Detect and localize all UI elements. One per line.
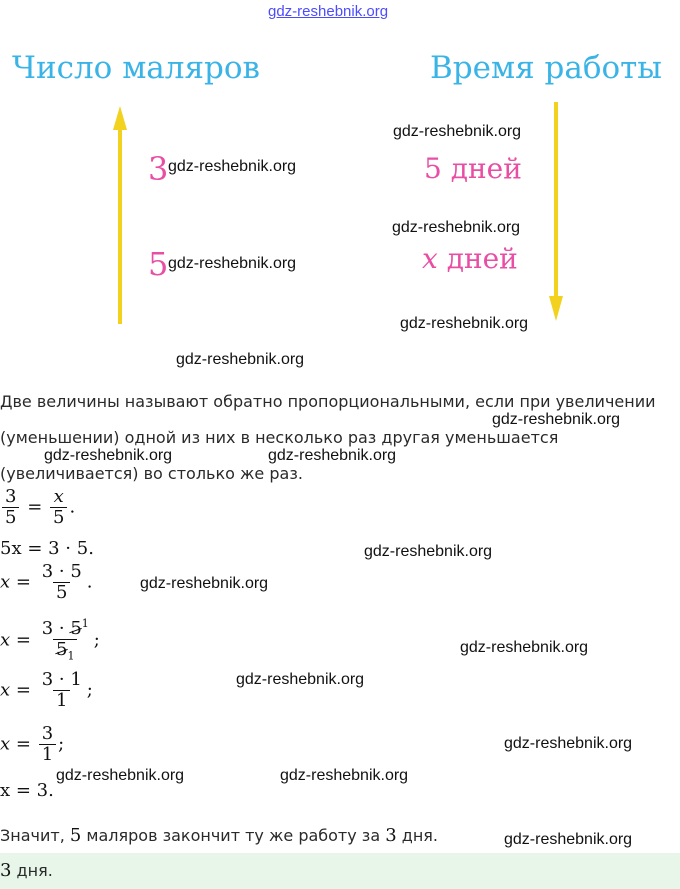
watermark-text: gdz-reshebnik.org — [504, 735, 633, 752]
watermark-text: gdz-reshebnik.org — [393, 123, 522, 140]
watermark-text: gdz-reshebnik.org — [400, 315, 529, 332]
answer-box — [0, 853, 680, 889]
equation-cross-multiply: 5x = 3 · 5. — [0, 538, 94, 559]
fraction: $\frac{3 \cdot 5^1}{5_1}$ — [39, 614, 92, 667]
definition-line-2: (уменьшении) одной из них в несколько раз другая уменьшается — [0, 428, 559, 447]
definition-line-1: Две величины называют обратно пропорциональными, если при увеличении — [0, 392, 656, 411]
fraction: $\frac{3 \cdot 1}{1}$ — [41, 669, 82, 711]
watermark-text: gdz-reshebnik.org — [168, 158, 297, 175]
watermark-text: gdz-reshebnik.org — [504, 831, 633, 848]
watermark-text: gdz-reshebnik.org — [392, 219, 521, 236]
watermark-text: gdz-reshebnik.org — [236, 671, 365, 688]
right-column-header: Время работы — [430, 50, 662, 86]
time-5-days: 5 дней — [424, 152, 522, 185]
watermark-text: gdz-reshebnik.org — [176, 351, 305, 368]
left-column-header: Число маляров — [12, 50, 260, 86]
painters-count-5: 5 — [148, 245, 169, 283]
up-arrow — [110, 102, 130, 327]
equation-proportion: $\frac{3}{5}$ = $\frac{x}{5}$ . — [0, 487, 75, 528]
watermark-text: gdz-reshebnik.org — [492, 411, 621, 428]
watermark-text: gdz-reshebnik.org — [140, 575, 269, 592]
definition-line-3: (увеличивается) во столько же раз. — [0, 464, 303, 483]
equation-simplified: x = $\frac{3 \cdot 1}{1}$ ; — [0, 669, 93, 711]
watermark-text: gdz-reshebnik.org — [280, 767, 409, 784]
watermark-text: gdz-reshebnik.org — [268, 447, 397, 464]
time-x-days — [422, 242, 518, 275]
down-arrow — [546, 102, 566, 324]
fraction: $\frac{3 \cdot 5}{5}$ — [41, 561, 82, 603]
equation-fraction-result: x = $\frac{3}{1}$ ; — [0, 723, 65, 765]
equation-final: x = 3. — [0, 780, 54, 801]
watermark-text: gdz-reshebnik.org — [44, 447, 173, 464]
equation-solve-x: x = $\frac{3 \cdot 5}{5}$ . — [0, 561, 93, 603]
watermark-text: gdz-reshebnik.org — [168, 255, 297, 272]
variable-x: x — [422, 242, 438, 275]
answer-text: 3 дня. — [0, 860, 53, 881]
watermark-text: gdz-reshebnik.org — [56, 767, 185, 784]
days-unit: дней — [446, 242, 518, 275]
fraction: $\frac{x}{5}$ — [50, 487, 67, 528]
fraction: $\frac{3}{5}$ — [2, 487, 19, 528]
equation-cancellation: x = $\frac{3 \cdot 5^1}{5_1}$ ; — [0, 614, 100, 667]
fraction: $\frac{3}{1}$ — [39, 724, 56, 765]
conclusion-text: Значит, 5 маляров закончит ту же работу за 3 дня. — [0, 825, 438, 846]
watermark-text: gdz-reshebnik.org — [364, 543, 493, 560]
watermark-link[interactable]: gdz-reshebnik.org — [268, 3, 389, 20]
watermark-text: gdz-reshebnik.org — [460, 639, 589, 656]
painters-count-3: 3 — [148, 150, 169, 188]
